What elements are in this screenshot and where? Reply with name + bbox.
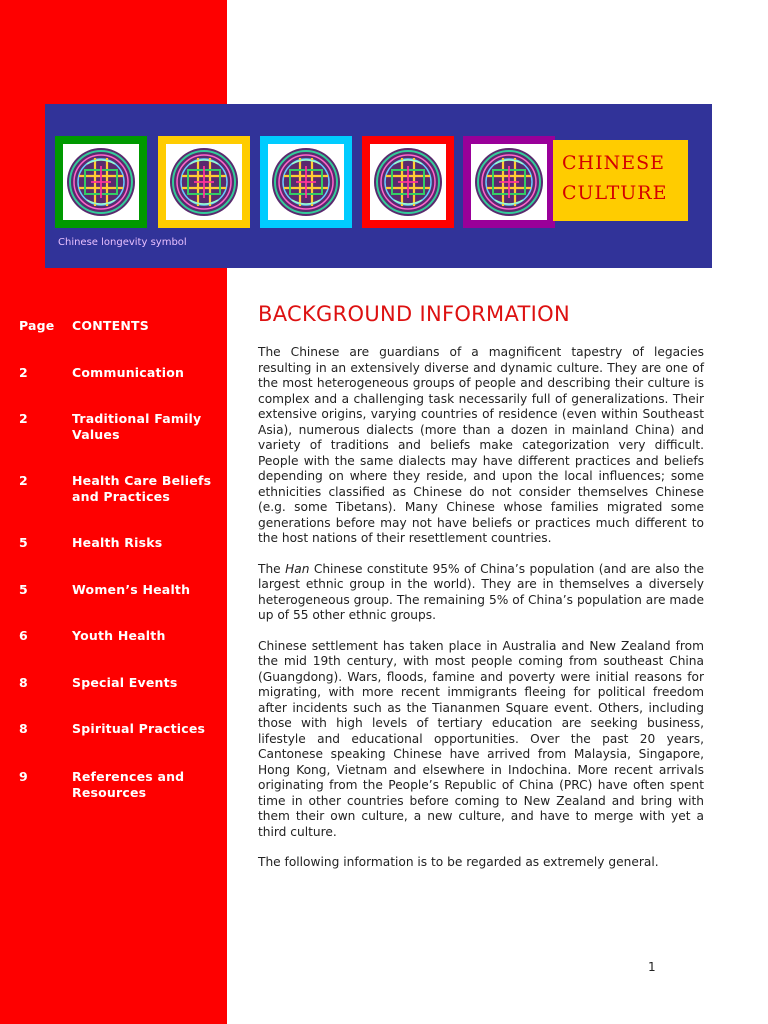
image-caption: Chinese longevity symbol — [58, 237, 187, 248]
toc-item-label: References and Resources — [72, 769, 185, 800]
toc-page-number: 8 — [19, 721, 28, 736]
toc-page-number: 5 — [19, 535, 28, 550]
toc-page-number: 2 — [19, 365, 28, 380]
page-number: 1 — [648, 960, 656, 974]
symbol-tile — [55, 136, 147, 228]
longevity-symbol-icon — [270, 146, 342, 218]
toc-page-number: 8 — [19, 675, 28, 690]
longevity-symbol-icon — [65, 146, 137, 218]
title-line-1: CHINESE — [562, 152, 665, 174]
toc-item-label: Health Care Beliefs and Practices — [72, 473, 212, 504]
symbol-tile — [463, 136, 555, 228]
paragraph-text: Chinese constitute 95% of China’s population (and are also the largest ethnic group in the world). They are in themselves a diversely heterogeneous group. The remaining 5% of China’s population are made up of 55 other ethnic groups. — [258, 561, 704, 622]
toc-item-label: Traditional Family Values — [72, 411, 202, 442]
body-text — [258, 345, 704, 886]
toc-item-label: Spiritual Practices — [72, 721, 206, 736]
title-line-2: CULTURE — [562, 182, 668, 204]
toc-page-number: 2 — [19, 411, 28, 426]
paragraph — [258, 562, 704, 624]
symbol-tile — [260, 136, 352, 228]
paragraph: The following information is to be regarded as extremely general. — [258, 855, 659, 869]
toc-page-number: 2 — [19, 473, 28, 488]
symbol-tile — [158, 136, 250, 228]
toc-page-number: 5 — [19, 582, 28, 597]
section-heading: BACKGROUND INFORMATION — [258, 302, 570, 326]
longevity-symbol-icon — [473, 146, 545, 218]
toc-item-label: Special Events — [72, 675, 178, 690]
toc-item-label: Women’s Health — [72, 582, 191, 597]
toc-page-number: 6 — [19, 628, 28, 643]
longevity-symbol-icon — [168, 146, 240, 218]
header-banner — [45, 104, 712, 268]
emphasis-text: Han — [285, 561, 310, 576]
paragraph-text: The — [258, 561, 286, 576]
toc-page-number: 9 — [19, 769, 28, 784]
paragraph: The Chinese are guardians of a magnificent tapestry of legacies resulting in an extensively diverse and dynamic culture. They are one of the most heterogeneous groups of people and describing their culture is complex and a challenging task necessarily full of generalizations. Their extensive origins, varying countries of residence (even within Southeast Asia), numerous dialects (more than a dozen in mainland China) and variety of traditions and beliefs make categorization very difficult. People with the same dialects may have different practices and beliefs depending on where they reside, and upon the local influences; some ethnicities classified as Chinese do not consider themselves Chinese (e.g. some Tibetans). Many Chinese whose families migrated some generations before may not have beliefs or practices much different to the host nations of their resettlement countries. — [258, 345, 704, 545]
longevity-symbol-icon — [372, 146, 444, 218]
culture-title-box — [553, 140, 688, 221]
page-column-header: Page — [19, 318, 55, 333]
toc-item-label: Youth Health — [72, 628, 166, 643]
symbol-tile — [362, 136, 454, 228]
contents-column-header: CONTENTS — [72, 318, 149, 333]
paragraph: Chinese settlement has taken place in Australia and New Zealand from the mid 19th century, with most people coming from southeast China (Guangdong). Wars, floods, famine and poverty were initial reasons for migrating, with more recent immigrants fleeing for political freedom after incidents such as the Tiananmen Square event. Others, including those with high levels of tertiary education are seeking business, lifestyle and educational opportunities. Over the past 20 years, Cantonese speaking Chinese have arrived from Malaysia, Singapore, Hong Kong, Vietnam and elsewhere in Indochina. More recent arrivals originating from the People’s Republic of China (PRC) have often spent time in other countries before coming to New Zealand and bring with them their own culture, a new culture, and have to merge with yet a third culture. — [258, 638, 704, 839]
toc-item-label: Communication — [72, 365, 185, 380]
toc-item-label: Health Risks — [72, 535, 163, 550]
